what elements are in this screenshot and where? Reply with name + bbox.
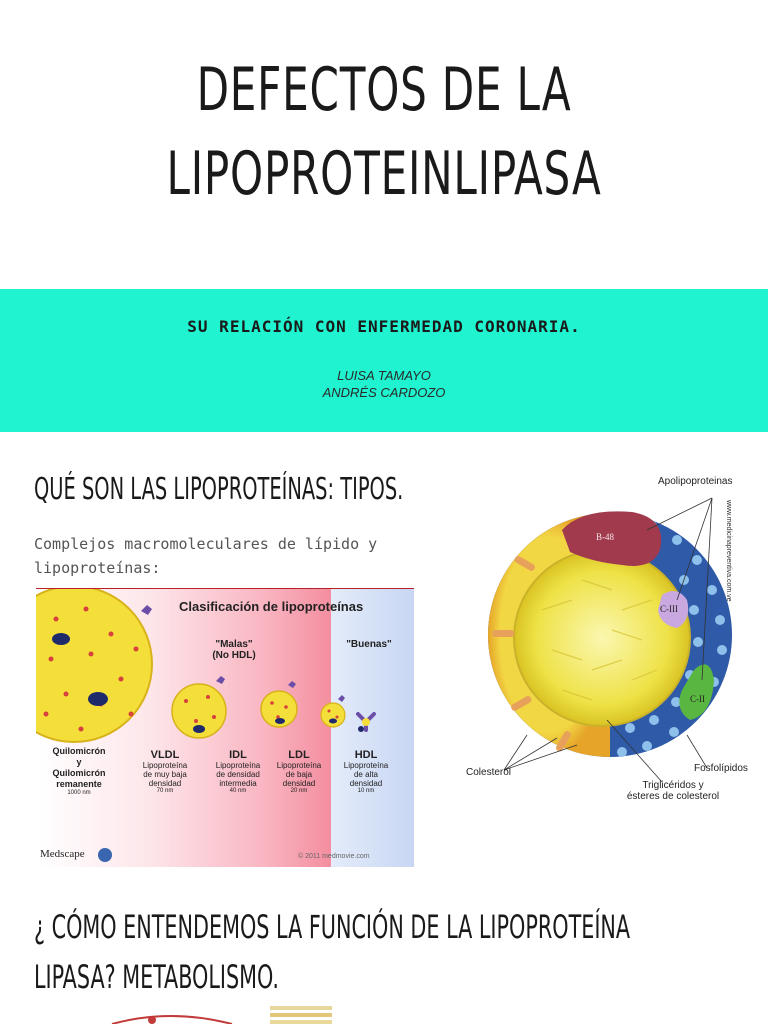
cholesterol-label: Colesterol <box>466 767 512 778</box>
chylomicron-name-b: y <box>76 757 82 767</box>
chylomicron-size: 1000 nm <box>67 790 91 796</box>
idl-desc-b: de densidad <box>216 770 260 779</box>
ldl-size: 20 nm <box>290 788 308 794</box>
hdl-label <box>338 749 394 794</box>
idl-name: IDL <box>229 749 247 761</box>
triglycerides-label <box>608 780 738 802</box>
title-line-2: LIPOPROTEINLIPASA <box>166 139 602 209</box>
bad-group-label <box>194 639 274 661</box>
subtitle: SU RELACIÓN CON ENFERMEDAD CORONARIA. <box>187 317 581 336</box>
vldl-label <box>134 749 196 794</box>
c3-label: C-III <box>660 604 678 614</box>
good-group-label: "Buenas" <box>346 639 392 650</box>
vldl-desc-b: de muy baja <box>143 770 187 779</box>
apolipoproteins-label: Apolipoproteinas <box>658 476 733 487</box>
ldl-desc-c: densidad <box>282 779 316 788</box>
bad-group-title: "Malas" <box>215 639 253 650</box>
idl-desc-a: Lipoproteína <box>215 761 261 770</box>
metabolism-figure-top <box>0 1000 768 1024</box>
ldl-name: LDL <box>288 749 310 761</box>
phospholipids-label: Fosfolípidos <box>694 763 748 774</box>
idl-label <box>208 749 268 794</box>
page-title <box>84 48 683 216</box>
lipid-core <box>514 550 690 726</box>
classification-caption: Clasificación de lipoproteínas <box>179 599 364 614</box>
lipoprotein-structure-figure <box>462 470 762 810</box>
section-heading-metabolism: ¿ CÓMO ENTENDEMOS LA FUNCIÓN DE LA LIPOPROTEÍNA LIPASA? METABOLISMO. <box>34 908 631 996</box>
chylomicron-name-c: Quilomicrón <box>52 768 106 778</box>
medscape-logo-mark <box>98 848 112 862</box>
hdl-size: 10 nm <box>357 788 375 794</box>
chylomicron-particle <box>36 589 152 742</box>
section-description: Complejos macromoleculares de lípido y lipoproteínas: <box>34 535 378 577</box>
triglycerides-line-b: ésteres de colesterol <box>626 791 720 802</box>
ldl-desc-b: de baja <box>285 770 313 779</box>
b48-label: B-48 <box>596 532 614 542</box>
author-1: LUISA TAMAYO <box>337 368 431 383</box>
triglycerides-line-a: Triglicéridos y <box>642 780 704 791</box>
vldl-desc-a: Lipoproteína <box>142 761 188 770</box>
title-line-1: DEFECTOS DE LA <box>196 55 572 125</box>
classification-illustration <box>36 589 414 867</box>
medscape-logo: Medscape <box>40 848 85 860</box>
idl-desc-c: intermedia <box>219 779 257 788</box>
lipoprotein-classification-figure <box>36 588 414 867</box>
chylomicron-name-a: Quilomicrón <box>52 746 106 756</box>
subtitle-band <box>0 289 768 432</box>
vldl-name: VLDL <box>150 749 180 761</box>
section-heading-lipoproteins: QUÉ SON LAS LIPOPROTEÍNAS: TIPOS. <box>34 472 404 507</box>
structure-illustration <box>462 470 762 810</box>
ldl-desc-a: Lipoproteína <box>276 761 322 770</box>
hdl-desc-a: Lipoproteína <box>343 761 389 770</box>
c2-label: C-II <box>690 694 705 704</box>
chylomicron-label <box>36 746 122 796</box>
figure-credit: © 2011 medmovie.com <box>298 853 370 860</box>
ldl-label <box>268 749 330 794</box>
source-url: www.medicinapreventiva.com.ve <box>725 500 732 602</box>
hdl-desc-c: densidad <box>349 779 383 788</box>
hdl-name: HDL <box>354 749 378 761</box>
authors <box>0 367 768 401</box>
vldl-desc-c: densidad <box>148 779 182 788</box>
idl-size: 40 nm <box>229 788 247 794</box>
author-2: ANDRÉS CARDOZO <box>322 385 446 400</box>
bad-group-subtitle: (No HDL) <box>212 650 256 661</box>
chylomicron-name-d: remanente <box>56 779 102 789</box>
hdl-desc-b: de alta <box>353 770 379 779</box>
vldl-size: 70 nm <box>156 788 174 794</box>
